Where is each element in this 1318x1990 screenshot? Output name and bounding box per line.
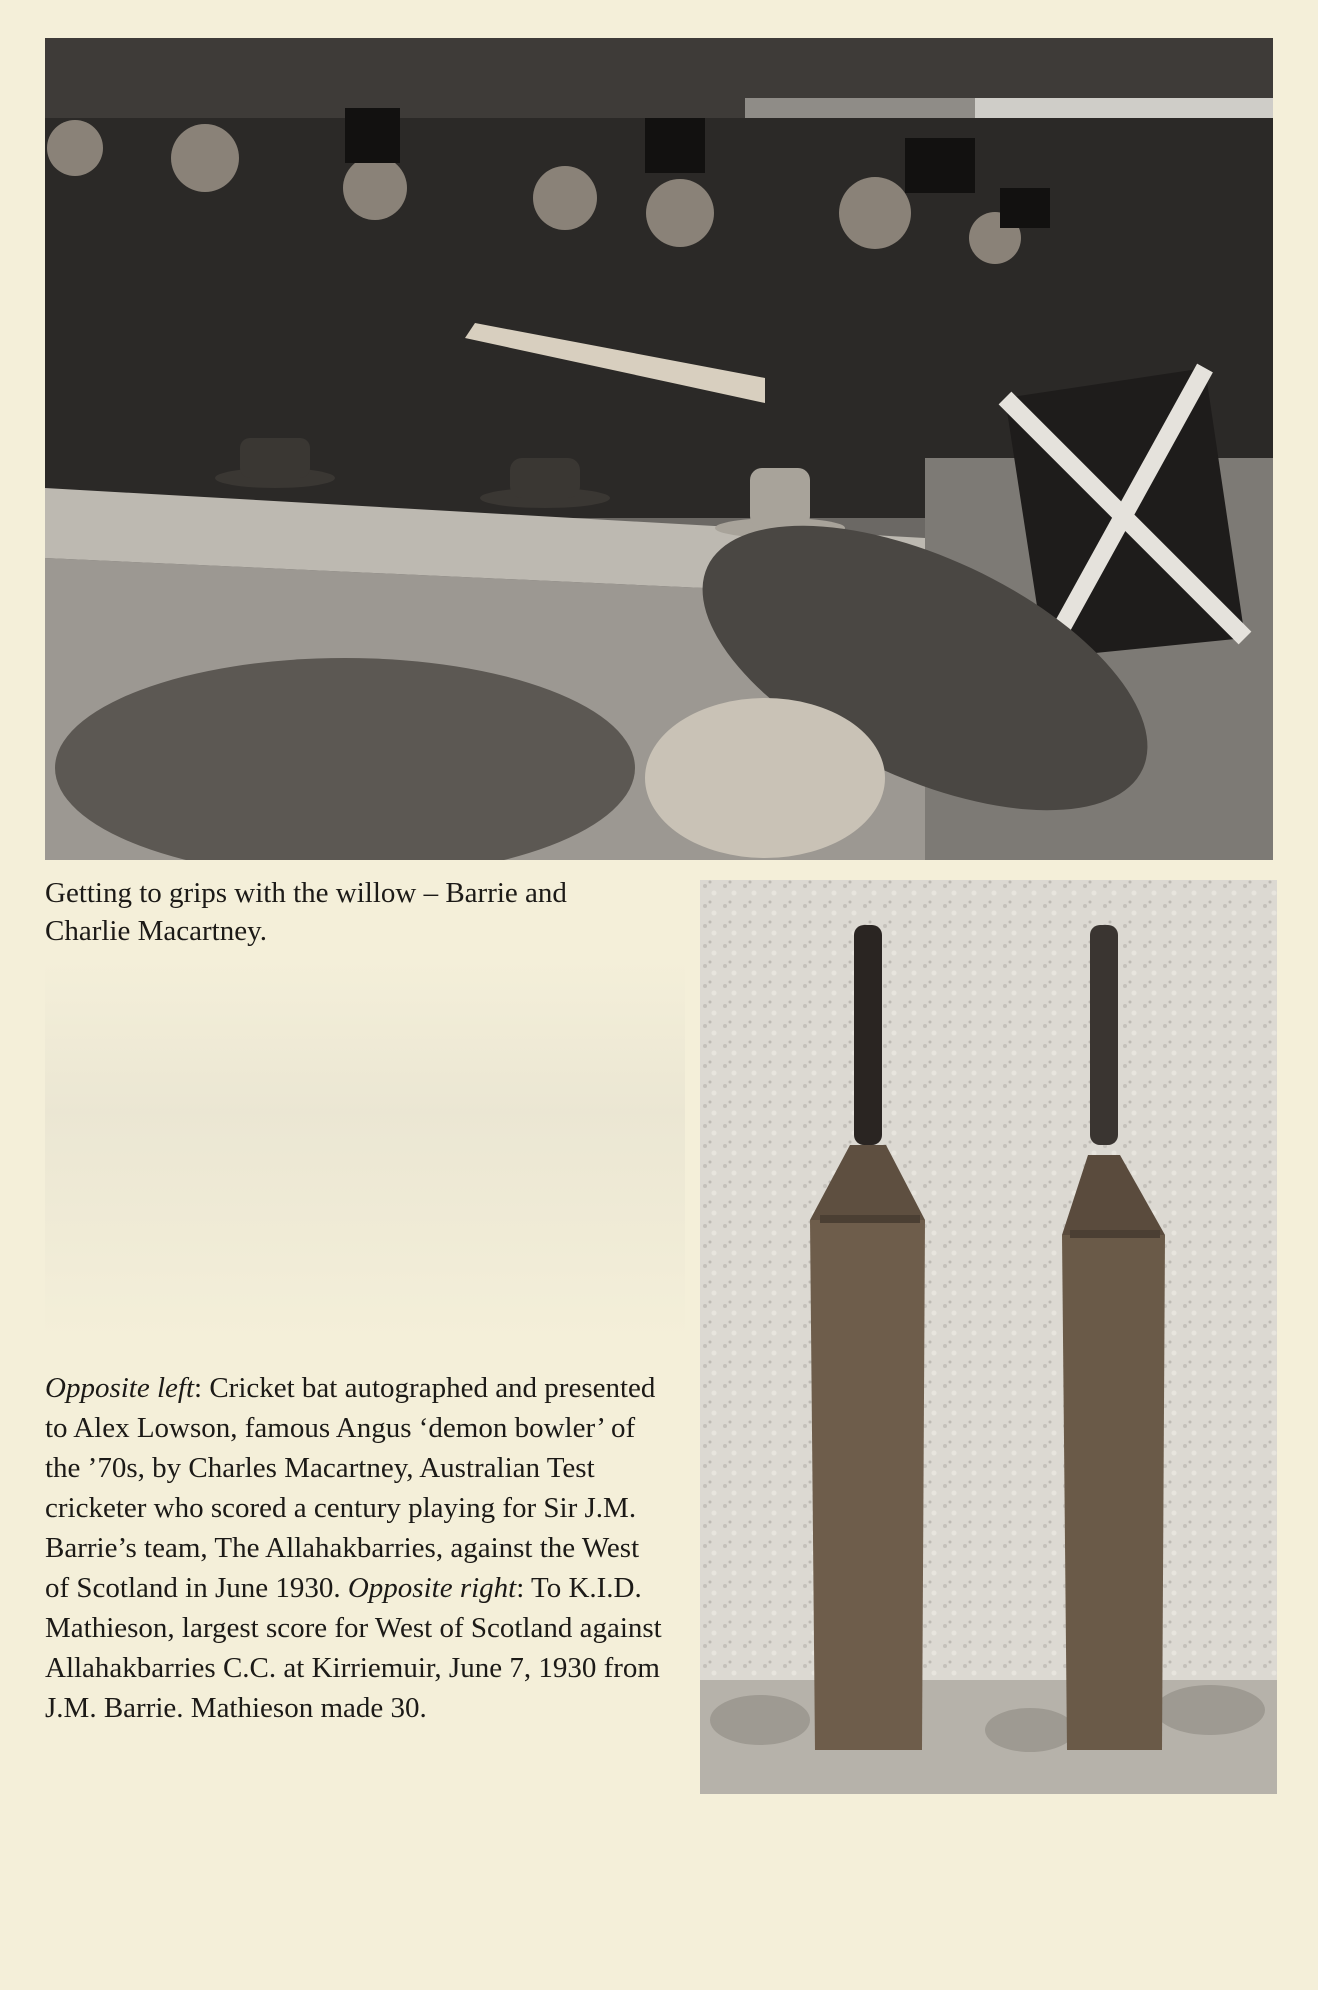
opposite-right-label: Opposite right [347, 1572, 517, 1604]
top-photo-caption [45, 874, 645, 950]
cricket-bats-photo-icon [700, 880, 1277, 1794]
bats-caption [45, 1368, 665, 1728]
top-caption-line-2: Charlie Macartney. [45, 915, 267, 947]
opposite-left-label: Opposite left [45, 1372, 195, 1404]
ceremony-photo-icon [45, 38, 1273, 860]
cricket-bats-photo [700, 880, 1277, 1794]
ceremony-photo [45, 38, 1273, 860]
opposite-right-text: : To K.I.D. Mathieson, largest score for West of Scotland against Allahakbarries C.C. at Kirriemuir, June 7, 1930 from J.M. Barrie. Mathieson made 30. [45, 1572, 662, 1724]
opposite-left-text: : Cricket bat autographed and presented to Alex Lowson, famous Angus ‘demon bowler’ of the ’70s, by Charles Macartney, Australian Test cricketer who scored a century playing for Sir J.M. Barrie’s team, The Allahakbarries, against the West of Scotland in June 1930. [45, 1372, 656, 1604]
faint-background-area [45, 960, 685, 1340]
top-caption-line-1: Getting to grips with the willow – Barrie and [45, 877, 567, 909]
